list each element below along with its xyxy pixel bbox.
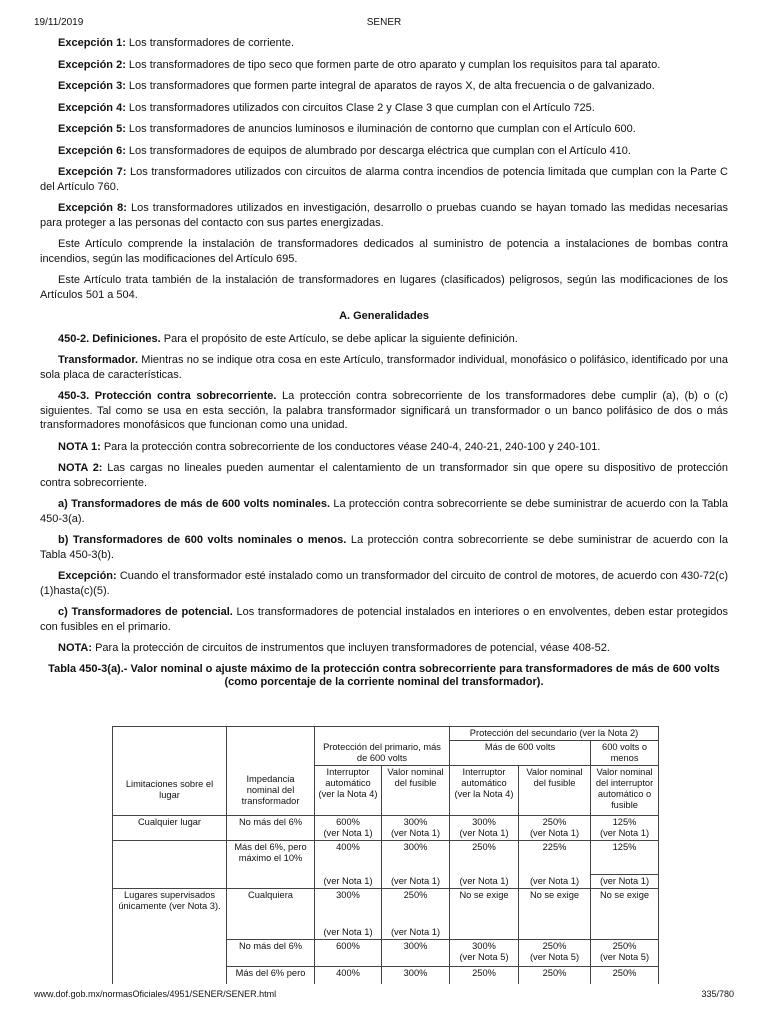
impedance-le6: No más del 6% (227, 816, 315, 841)
paragraph (40, 353, 728, 382)
header-secondary: Protección del secundario (ver la Nota 2) (450, 727, 659, 741)
paragraph (40, 569, 728, 598)
paragraph (40, 79, 728, 94)
header-primary-fuse: Valor nominal del fusible (382, 766, 450, 816)
page-number: 335/780 (701, 989, 734, 999)
paragraph-lead: Excepción 4: (58, 101, 126, 114)
impedance-le6-supervised: No más del 6% (227, 939, 315, 966)
table-cell: 600% (ver Nota 1) (315, 816, 382, 841)
table-cell: 300% (382, 966, 450, 984)
location-any: Cualquier lugar (113, 816, 227, 841)
section-title: A. Generalidades (339, 310, 429, 322)
table-cell: 300% (315, 889, 382, 926)
table-cell: 125% (ver Nota 1) (591, 816, 659, 841)
paragraph-text: Los transformadores utilizados con circuitos Clase 2 y Clase 3 que cumplan con el Artículo 725. (125, 101, 595, 114)
paragraph-lead: Excepción 3: (58, 80, 126, 92)
table-cell: (ver Nota 1) (315, 926, 382, 940)
impedance-gt6-supervised: Más del 6% pero (227, 966, 315, 984)
paragraph (40, 605, 728, 634)
paragraph-lead: Transformador. (58, 354, 139, 366)
footer-url: www.dof.gob.mx/normasOficiales/4951/SENER/SENER.html (34, 989, 277, 999)
paragraph-lead: Excepción 1: (58, 37, 126, 49)
table-cell: (ver Nota 1) (315, 875, 382, 889)
header-secondary-over600: Más de 600 volts (450, 741, 591, 766)
paragraph-lead: Excepción 8: (58, 202, 127, 214)
paragraph-text: Mientras no se indique otra cosa en este Artículo, transformador individual, monofásico o polifásico, identificado por una sola placa de características. (40, 354, 728, 381)
paragraph-lead: NOTA 2: (58, 462, 103, 474)
definitions-block (40, 332, 728, 656)
paragraph-text: Los transformadores de equipos de alumbrado por descarga eléctrica que cumplan con el Artículo 410. (125, 144, 631, 157)
table-cell: 400% (315, 966, 382, 984)
paragraph-text: La protección contra sobrecorriente se debe suministrar de acuerdo con la Tabla 450-3(b). (40, 534, 728, 561)
table-cell: No se exige (591, 889, 659, 926)
header-primary-breaker: Interruptor automático (ver la Nota 4) (315, 766, 382, 816)
table-cell: (ver Nota 1) (450, 875, 519, 889)
header-primary: Protección del primario, más de 600 volts (315, 741, 450, 766)
paragraph-text: Para el propósito de este Artículo, se debe aplicar la siguiente definición. (160, 332, 518, 345)
table-cell: 250% (591, 966, 659, 984)
header-secondary-low: Valor nominal del interruptor automático o fusible (591, 766, 659, 816)
page-header (34, 17, 734, 31)
paragraph-lead: 450-2. Definiciones. (58, 332, 161, 345)
table-cell: 250% (519, 966, 591, 984)
paragraph (40, 237, 728, 266)
table-cell: 250% (ver Nota 5) (519, 939, 591, 966)
paragraph (40, 497, 728, 526)
table-cell: (ver Nota 1) (519, 875, 591, 889)
paragraph (40, 122, 728, 137)
page-footer (34, 989, 734, 1002)
paragraph-text: Los transformadores de tipo seco que formen parte de otro aparato y cumplan los requisitos para tal aparato. (125, 58, 661, 71)
paragraph-text: Los transformadores que formen parte integral de aparatos de rayos X, de alta frecuencia o de galvanizado. (125, 80, 655, 92)
paragraph-text: Los transformadores utilizados con circuitos de alarma contra incendios de potencia limitada que cumplan con la Parte C del Artículo 760. (40, 166, 728, 193)
paragraph-lead: Excepción: (58, 570, 117, 582)
paragraph-text: Los transformadores de potencial instalados en interiores o en envolventes, deben estar protegidos con fusibles en el primario. (40, 606, 729, 633)
paragraph-lead: c) Transformadores de potencial. (58, 606, 233, 618)
paragraph-text: Los transformadores utilizados en investigación, desarrollo o pruebas cuando se hayan tomado las medidas necesarias para proteger a las personas del contacto con sus partes energizadas. (40, 202, 728, 229)
table-cell: 250% (450, 841, 519, 875)
overcurrent-protection-table (112, 726, 659, 984)
paragraph-text: Los transformadores de anuncios luminosos e iluminación de contorno que cumplan con el Artículo 600. (125, 123, 636, 135)
site-title: SENER (366, 17, 402, 28)
paragraph (40, 58, 728, 73)
paragraph-lead: b) Transformadores de 600 volts nominales o menos. (58, 534, 347, 546)
table-cell: 250% (ver Nota 5) (591, 939, 659, 966)
table-cell: 125% (591, 841, 659, 875)
paragraph-lead: NOTA: (58, 642, 93, 654)
impedance-any: Cualquiera (227, 889, 315, 926)
paragraph-lead: 450-3. Protección contra sobrecorriente. (58, 390, 277, 402)
paragraph-text: La protección contra sobrecorriente de los transformadores debe cumplir (a), (b) o (c) siguientes. Tal como se usa en esta sección, la palabra transformador significará un transformador o un banco polifásico de dos o más transformadores monofásicos que funcionan como una unidad. (40, 390, 728, 431)
paragraph (40, 273, 728, 302)
paragraph-lead: Excepción 5: (58, 123, 126, 135)
paragraph (40, 533, 728, 562)
paragraph (40, 165, 728, 194)
paragraph (40, 101, 728, 116)
paragraph (40, 641, 728, 656)
table-cell: 300% (ver Nota 1) (382, 816, 450, 841)
paragraph (40, 440, 728, 455)
table-cell: 300% (ver Nota 5) (450, 939, 519, 966)
header-location: Limitaciones sobre el lugar (113, 766, 227, 816)
header-secondary-breaker: Interruptor automático (ver la Nota 4) (450, 766, 519, 816)
header-impedance: Impedancia nominal del transformador (227, 766, 315, 816)
exceptions-block (40, 36, 728, 302)
table-cell: (ver Nota 1) (382, 926, 450, 940)
impedance-6to10: Más del 6%, pero máximo el 10% (227, 841, 315, 875)
table-cell: 250% (ver Nota 1) (519, 816, 591, 841)
table-cell: 300% (ver Nota 1) (450, 816, 519, 841)
paragraph (40, 201, 728, 230)
table-cell: No se exige (450, 889, 519, 926)
location-supervised: Lugares supervisados únicamente (ver Nota 3). (113, 889, 227, 926)
paragraph-text: Las cargas no lineales pueden aumentar el calentamiento de un transformador sin que opere su dispositivo de protección contra sobrecorriente. (40, 462, 728, 489)
document-body (40, 36, 728, 694)
table-cell: 600% (315, 939, 382, 966)
paragraph-lead: Excepción 6: (58, 144, 126, 157)
paragraph-text: Para la protección contra sobrecorriente de los conductores véase 240-4, 240-21, 240-100 y 240-101. (100, 440, 601, 453)
paragraph-text: Este Artículo comprende la instalación de transformadores dedicados al suministro de potencia a instalaciones de bombas contra incendios, según las modificaciones del Artículo 695. (40, 238, 728, 265)
table-cell: (ver Nota 1) (591, 875, 659, 889)
table-cell: (ver Nota 1) (382, 875, 450, 889)
paragraph-text: Para la protección de circuitos de instrumentos que incluyen transformadores de potencial, véase 408-52. (92, 642, 610, 654)
paragraph-lead: Excepción 2: (58, 58, 126, 71)
paragraph-text: Este Artículo trata también de la instalación de transformadores en lugares (clasificados) peligrosos, según las modificaciones de los Artículos 501 a 504. (40, 274, 728, 301)
table-cell: 400% (315, 841, 382, 875)
table-cell: No se exige (519, 889, 591, 926)
paragraph (40, 461, 728, 490)
table-cell: 225% (519, 841, 591, 875)
table-cell: 250% (450, 966, 519, 984)
paragraph (40, 36, 728, 51)
header-secondary-600less: 600 volts o menos (591, 741, 659, 766)
table-caption: Tabla 450-3(a).- Valor nominal o ajuste máximo de la protección contra sobrecorriente para transformadores de más de 600 volts (como porcentaje de la corriente nominal del transformador). (48, 662, 720, 688)
paragraph-text: Los transformadores de corriente. (125, 37, 294, 49)
paragraph-text: Cuando el transformador esté instalado como un transformador del circuito de control de motores, de acuerdo con 430-72(c)(1)hasta(c)(5). (40, 570, 728, 597)
header-secondary-fuse: Valor nominal del fusible (519, 766, 591, 816)
paragraph (40, 144, 728, 159)
table-cell: 250% (382, 889, 450, 926)
table-cell: 300% (382, 841, 450, 875)
paragraph (40, 332, 728, 347)
paragraph-text: La protección contra sobrecorriente se debe suministrar de acuerdo con la Tabla 450-3(a). (40, 498, 728, 525)
paragraph-lead: NOTA 1: (58, 440, 101, 453)
print-date: 19/11/2019 (34, 17, 84, 28)
paragraph-lead: a) Transformadores de más de 600 volts nominales. (58, 498, 331, 510)
paragraph-lead: Excepción 7: (58, 166, 127, 178)
paragraph (40, 389, 728, 433)
table-cell: 300% (382, 939, 450, 966)
